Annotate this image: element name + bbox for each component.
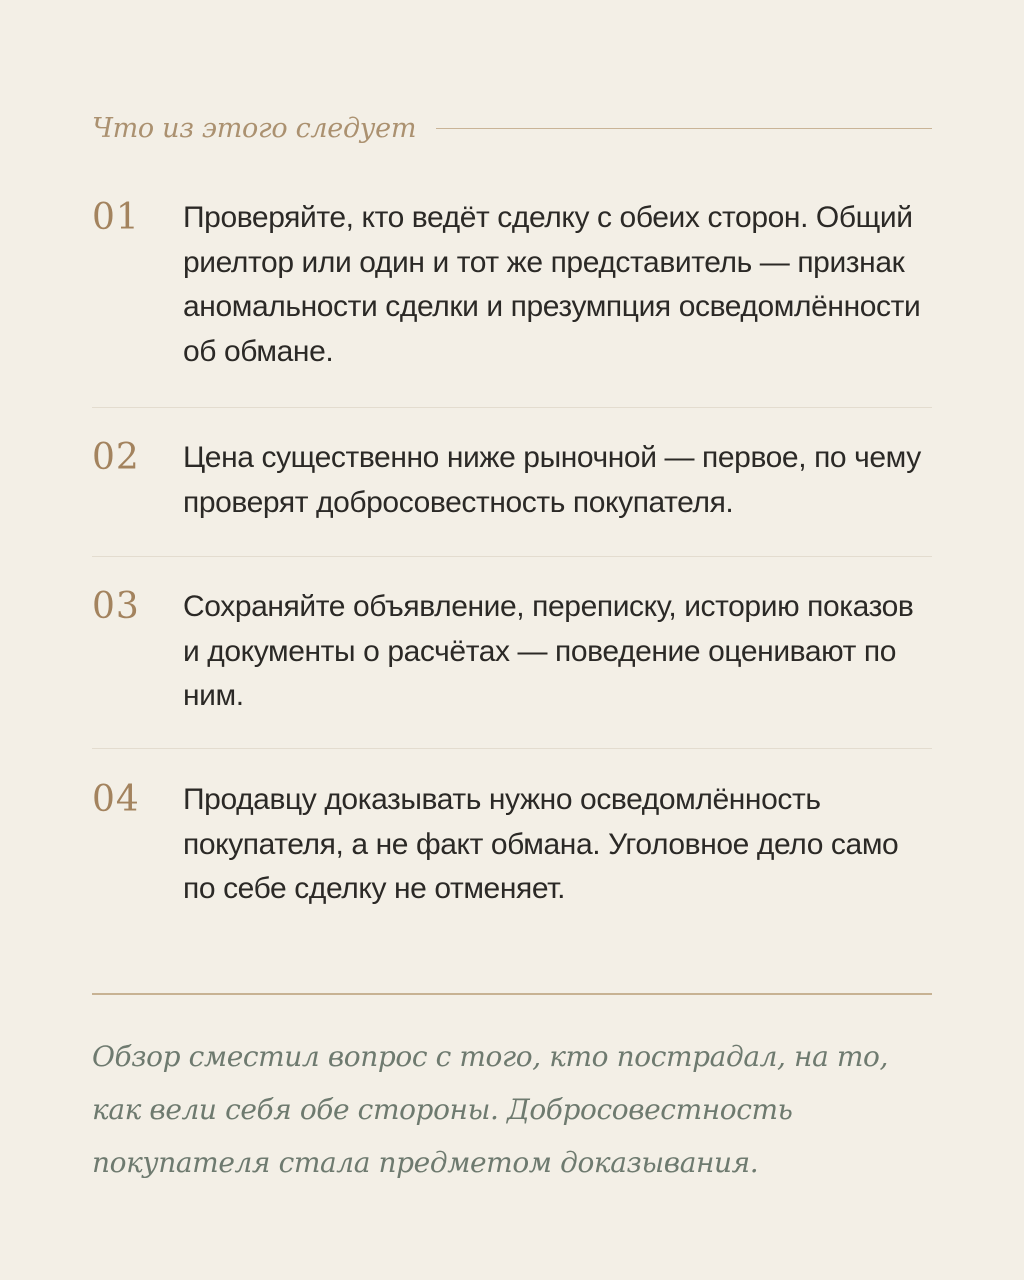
item-text: Цена существенно ниже рыночной — первое, по чему проверят добросовестность покупателя. (183, 441, 921, 519)
content-page (92, 0, 932, 1280)
item-number: 04 (92, 779, 140, 820)
header-divider (436, 128, 932, 129)
item-text: Проверяйте, кто ведёт сделку с обеих сторон. Общий риелтор или один и тот же представитель — признак аномальности сделки и презумпция осведомлённости об обмане. (183, 201, 921, 368)
item-divider (92, 556, 932, 557)
section-title: Что из этого следует (92, 112, 417, 144)
footer-quote: Обзор сместил вопрос с того, кто пострадал, на то, как вели себя обе стороны. Добросовестность покупателя стала предметом доказывания. (92, 1040, 888, 1179)
item-number: 03 (92, 586, 140, 627)
item-number: 01 (92, 197, 140, 238)
item-text: Сохраняйте объявление, переписку, историю показов и документы о расчётах — поведение оценивают по ним. (183, 590, 914, 712)
item-number: 02 (92, 437, 140, 478)
item-divider (92, 407, 932, 408)
item-divider (92, 748, 932, 749)
footer-divider (92, 993, 932, 995)
section-header (92, 108, 932, 148)
item-text: Продавцу доказывать нужно осведомлённость покупателя, а не факт обмана. Уголовное дело само по себе сделку не отменяет. (183, 783, 899, 905)
